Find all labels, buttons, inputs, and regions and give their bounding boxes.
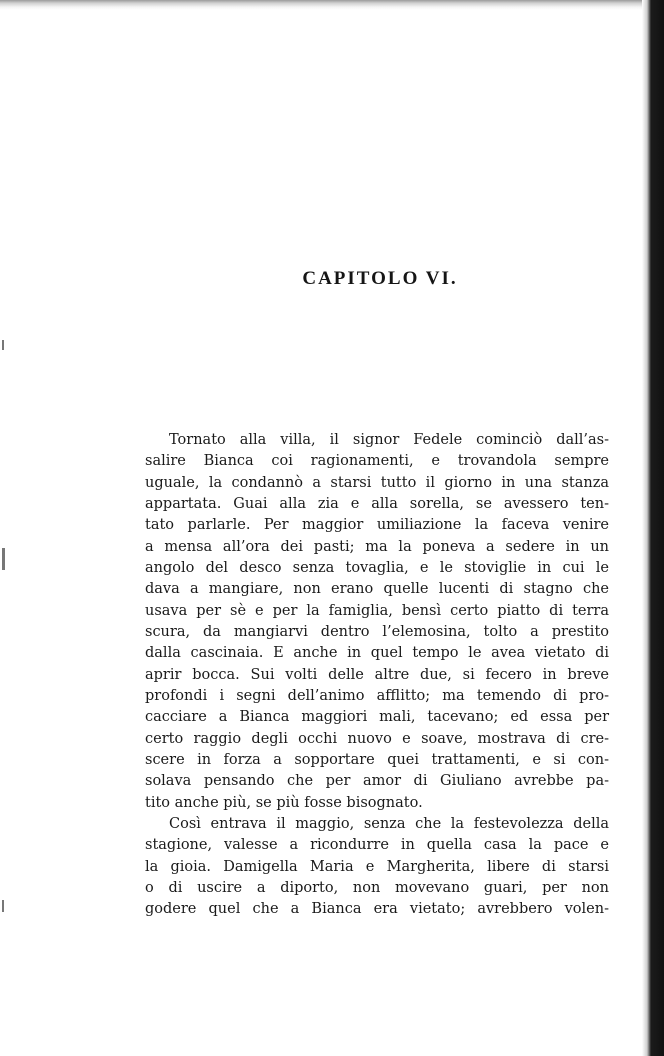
- text-line: scura, da mangiarvi dentro l’elemosina, tolto a prestito: [145, 623, 609, 640]
- text-line: cacciare a Bianca maggiori mali, tacevano; ed essa per: [145, 709, 609, 726]
- text-line: uguale, la condannò a starsi tutto il giorno in una stanza: [145, 474, 609, 491]
- text-line: salire Bianca coi ragionamenti, e trovandola sempre: [145, 453, 609, 470]
- text-line: Così entrava il maggio, senza che la festevolezza della: [169, 815, 609, 832]
- text-line: dalla cascinaia. E anche in quel tempo le avea vietato di: [145, 645, 609, 662]
- text-line: la gioia. Damigella Maria e Margherita, libere di starsi: [145, 858, 609, 875]
- margin-speck: [2, 900, 4, 912]
- text-line: aprir bocca. Sui volti delle altre due, si fecero in breve: [145, 666, 609, 683]
- text-line: Tornato alla villa, il signor Fedele cominciò dall’as-: [169, 432, 609, 448]
- book-gutter-shadow: [642, 0, 664, 1056]
- text-line: a mensa all’ora dei pasti; ma la poneva a sedere in un: [145, 538, 609, 555]
- text-line: dava a mangiare, non erano quelle lucenti di stagno che: [145, 581, 609, 598]
- margin-speck: [2, 340, 4, 350]
- text-line: o di uscire a diporto, non movevano guari, per non: [145, 879, 609, 896]
- text-line: stagione, valesse a ricondurre in quella casa la pace e: [145, 837, 609, 854]
- text-line: solava pensando che per amor di Giuliano avrebbe pa-: [145, 773, 609, 790]
- text-line: scere in forza a sopportare quei trattamenti, e si con-: [145, 751, 609, 768]
- text-line: tato parlarle. Per maggior umiliazione la faceva venire: [145, 517, 609, 534]
- paragraph: [145, 430, 609, 814]
- body-text: [145, 430, 609, 921]
- page-top-edge-shadow: [0, 0, 664, 10]
- chapter-title: CAPITOLO VI.: [302, 267, 458, 289]
- margin-speck: [2, 548, 5, 570]
- paragraph: [145, 814, 609, 921]
- text-line: profondi i segni dell’animo afflitto; ma temendo di pro-: [145, 687, 609, 704]
- text-line: appartata. Guai alla zia e alla sorella, se avessero ten-: [145, 495, 609, 512]
- text-line: usava per sè e per la famiglia, bensì certo piatto di terra: [145, 602, 609, 619]
- text-line: godere quel che a Bianca era vietato; avrebbero volen-: [145, 901, 609, 918]
- text-line: tito anche più, se più fosse bisognato.: [145, 794, 423, 811]
- text-line: certo raggio degli occhi nuovo e soave, mostrava di cre-: [145, 730, 609, 747]
- text-line: angolo del desco senza tovaglia, e le stoviglie in cui le: [145, 559, 609, 576]
